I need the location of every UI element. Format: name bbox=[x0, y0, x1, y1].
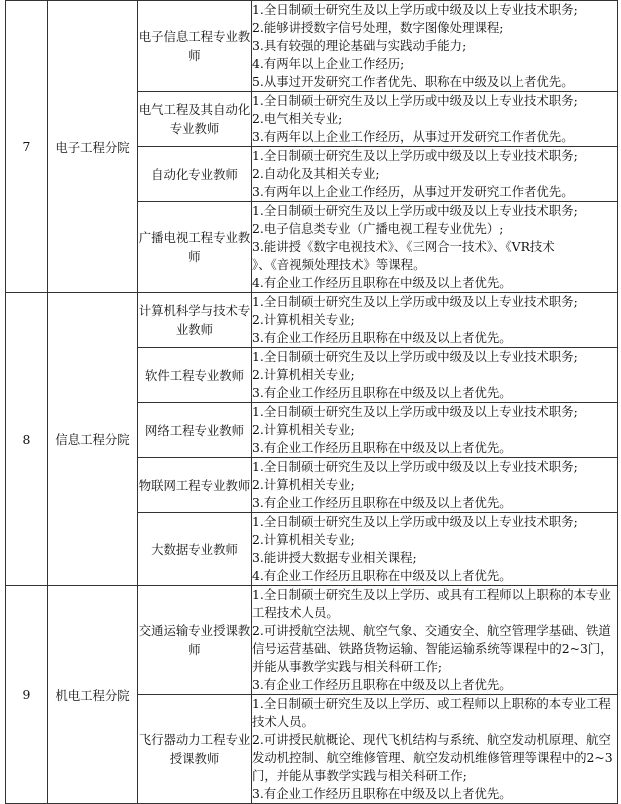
requirements-cell bbox=[252, 147, 618, 202]
position-title: 大数据专业教师 bbox=[138, 513, 252, 586]
requirements-cell bbox=[252, 458, 618, 513]
requirement-line: 3.能讲授《数字电视技术》、《三网合一技术》、《VR技术 bbox=[252, 239, 555, 254]
position-title: 电气工程及其自动化专业教师 bbox=[138, 92, 252, 147]
position-title: 交通运输专业授课教师 bbox=[138, 586, 252, 695]
position-title: 网络工程专业教师 bbox=[138, 403, 252, 458]
requirement-line: 2.计算机相关专业; bbox=[252, 532, 355, 547]
recruitment-table bbox=[5, 0, 618, 804]
requirement-line: 3.有企业工作经历且职称在中级及以上者优先。 bbox=[252, 786, 512, 801]
position-title: 物联网工程专业教师 bbox=[138, 458, 252, 513]
table-row bbox=[6, 1, 618, 92]
requirement-line: 2.电气相关专业; bbox=[252, 111, 343, 126]
position-title: 计算机科学与技术专业教师 bbox=[138, 293, 252, 348]
requirement-line: 3.有企业工作经历且职称在中级及以上者优先。 bbox=[252, 677, 512, 692]
requirement-line: 1.全日制硕士研究生及以上学历或中级及以上专业技术职务; bbox=[252, 514, 578, 529]
requirement-line: 3.有两年以上企业工作经历，从事过开发研究工作者优先。 bbox=[252, 129, 574, 144]
position-title: 软件工程专业教师 bbox=[138, 348, 252, 403]
requirement-line: 1.全日制硕士研究生及以上学历或中级及以上专业技术职务; bbox=[252, 203, 578, 218]
requirement-line: 1.全日制硕士研究生及以上学历或中级及以上专业技术职务; bbox=[252, 93, 578, 108]
row-number: 8 bbox=[6, 293, 48, 586]
department-name: 信息工程分院 bbox=[48, 293, 138, 586]
requirement-line: 1.全日制硕士研究生及以上学历、或具有工程师以上职称的本专业工程技术人员。 bbox=[252, 587, 611, 620]
position-title: 飞行器动力工程专业授课教师 bbox=[138, 695, 252, 804]
requirement-line: 1.全日制硕士研究生及以上学历、或工程师以上职称的本专业工程技术人员。 bbox=[252, 696, 611, 729]
position-title: 广播电视工程专业教师 bbox=[138, 202, 252, 293]
requirement-line: 4.有企业工作经历且职称在中级及以上者优先。 bbox=[252, 275, 512, 290]
requirement-line: 1.全日制硕士研究生及以上学历或中级及以上专业技术职务; bbox=[252, 404, 578, 419]
requirement-line: 4.有两年以上企业工作经历; bbox=[252, 56, 405, 71]
requirements-cell bbox=[252, 202, 618, 293]
requirement-line: 3.有两年以上企业工作经历，从事过开发研究工作者优先。 bbox=[252, 184, 574, 199]
requirement-line: 3.有企业工作经历且职称在中级及以上者优先。 bbox=[252, 330, 512, 345]
requirements-cell bbox=[252, 92, 618, 147]
requirement-line: 3.具有较强的理论基础与实践动手能力; bbox=[252, 38, 467, 53]
requirements-cell bbox=[252, 1, 618, 92]
requirement-line: 4.有企业工作经历且职称在中级及以上者优先。 bbox=[252, 568, 512, 583]
requirement-line: 2.计算机相关专业; bbox=[252, 367, 355, 382]
requirement-line: 3.能讲授大数据专业相关课程; bbox=[252, 550, 417, 565]
requirements-cell bbox=[252, 293, 618, 348]
requirement-line: 2.能够讲授数字信号处理，数字图像处理课程; bbox=[252, 20, 504, 35]
table-row bbox=[6, 586, 618, 695]
requirement-line: 2.计算机相关专业; bbox=[252, 312, 355, 327]
requirement-line: 》、《音视频处理技术》等课程。 bbox=[252, 257, 426, 272]
requirement-line: 2.自动化及其相关专业; bbox=[252, 166, 380, 181]
row-number: 7 bbox=[6, 1, 48, 293]
requirements-cell bbox=[252, 403, 618, 458]
department-name: 机电工程分院 bbox=[48, 586, 138, 804]
requirement-line: 1.全日制硕士研究生及以上学历或中级及以上专业技术职务; bbox=[252, 2, 578, 17]
table-row bbox=[6, 293, 618, 348]
requirements-cell bbox=[252, 513, 618, 586]
requirement-line: 1.全日制硕士研究生及以上学历或中级及以上专业技术职务; bbox=[252, 294, 578, 309]
row-number: 9 bbox=[6, 586, 48, 804]
requirements-cell bbox=[252, 348, 618, 403]
requirements-cell bbox=[252, 586, 618, 695]
requirement-line: 2.电子信息类专业（广播电视工程专业优先）; bbox=[252, 221, 504, 236]
requirement-line: 5.从事过开发研究工作者优先、职称在中级及以上者优先。 bbox=[252, 74, 574, 89]
requirement-line: 3.有企业工作经历且职称在中级及以上者优先。 bbox=[252, 495, 512, 510]
requirement-line: 1.全日制硕士研究生及以上学历或中级及以上专业技术职务; bbox=[252, 349, 578, 364]
requirements-cell bbox=[252, 695, 618, 804]
requirement-line: 2.可讲授航空法规、航空气象、交通安全、航空管理学基础、铁道信号运营基础、铁路货物运输、智能运输系统等课程中的2~3门，并能从事教学实践与相关科研工作; bbox=[252, 623, 613, 674]
requirement-line: 3.有企业工作经历且职称在中级及以上者优先。 bbox=[252, 385, 512, 400]
requirement-line: 2.计算机相关专业; bbox=[252, 477, 355, 492]
requirement-line: 2.可讲授民航概论、现代飞机结构与系统、航空发动机原理、航空发动机控制、航空维修管理、航空发动机维修管理等课程中的2~3门，并能从事教学实践与相关科研工作; bbox=[252, 732, 613, 783]
requirement-line: 2.计算机相关专业; bbox=[252, 422, 355, 437]
position-title: 电子信息工程专业教师 bbox=[138, 1, 252, 92]
requirement-line: 3.有企业工作经历且职称在中级及以上者优先。 bbox=[252, 440, 512, 455]
requirement-line: 1.全日制硕士研究生及以上学历或中级及以上专业技术职务; bbox=[252, 148, 578, 163]
requirement-line: 1.全日制硕士研究生及以上学历或中级及以上专业技术职务; bbox=[252, 459, 578, 474]
department-name: 电子工程分院 bbox=[48, 1, 138, 293]
position-title: 自动化专业教师 bbox=[138, 147, 252, 202]
